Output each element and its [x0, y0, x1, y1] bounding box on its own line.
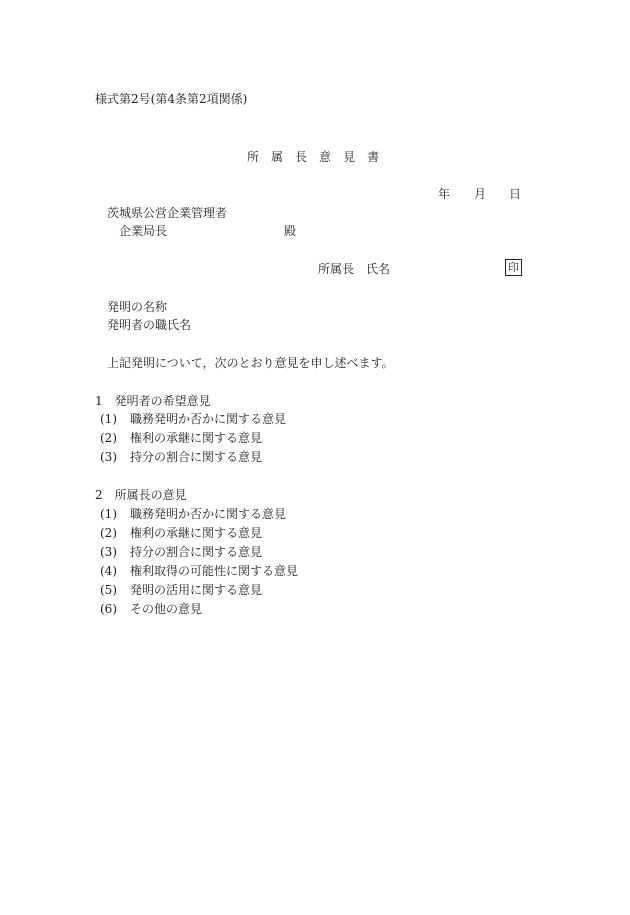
document-title	[247, 150, 391, 164]
section2-item-num: (2)	[100, 526, 117, 540]
section1-item-text: 権利の承継に関する意見	[130, 431, 263, 445]
section2-item-num: (5)	[100, 583, 117, 597]
section1-item-text: 職務発明か否かに関する意見	[130, 412, 287, 426]
section2-item-text: 権利の承継に関する意見	[130, 526, 263, 540]
title-char: 所	[247, 150, 260, 164]
addressee-honorific: 殿	[284, 224, 297, 238]
section2-item-num: (3)	[100, 545, 117, 559]
section2-item-text: 発明の活用に関する意見	[130, 583, 263, 597]
seal-stamp: 印	[505, 259, 522, 276]
addressee-line1: 茨城県公営企業管理者	[107, 206, 228, 220]
section2-item-num: (4)	[100, 564, 117, 578]
section1-item-text: 持分の割合に関する意見	[130, 450, 263, 464]
title-char: 長	[295, 150, 308, 164]
section1-item-num: (1)	[100, 412, 117, 426]
section2-item-text: その他の意見	[130, 602, 203, 616]
section2-item-text: 権利取得の可能性に関する意見	[130, 564, 299, 578]
section2-heading: 2 所属長の意見	[95, 488, 187, 502]
section1-item-num: (3)	[100, 450, 117, 464]
section2-item-text: 職務発明か否かに関する意見	[130, 507, 287, 521]
title-char: 属	[271, 150, 284, 164]
inventor-label: 発明者の職氏名	[107, 318, 192, 332]
title-char: 意	[319, 150, 332, 164]
title-char: 見	[343, 150, 356, 164]
section1-item-num: (2)	[100, 431, 117, 445]
form-number: 様式第2号(第4条第2項関係)	[95, 92, 248, 106]
addressee-line2: 企業局長	[119, 224, 168, 238]
title-char: 書	[367, 150, 380, 164]
invention-name-label: 発明の名称	[107, 300, 168, 314]
date-day: 日	[509, 187, 522, 201]
section1-heading: 1 発明者の希望意見	[95, 394, 211, 408]
date-year: 年	[438, 187, 451, 201]
section2-item-num: (1)	[100, 507, 117, 521]
statement-text: 上記発明について，次のとおり意見を申し述べます。	[107, 356, 394, 370]
section2-item-num: (6)	[100, 602, 117, 616]
section2-item-text: 持分の割合に関する意見	[130, 545, 263, 559]
signer-label: 所属長 氏名	[318, 262, 391, 276]
date-month: 月	[474, 187, 487, 201]
